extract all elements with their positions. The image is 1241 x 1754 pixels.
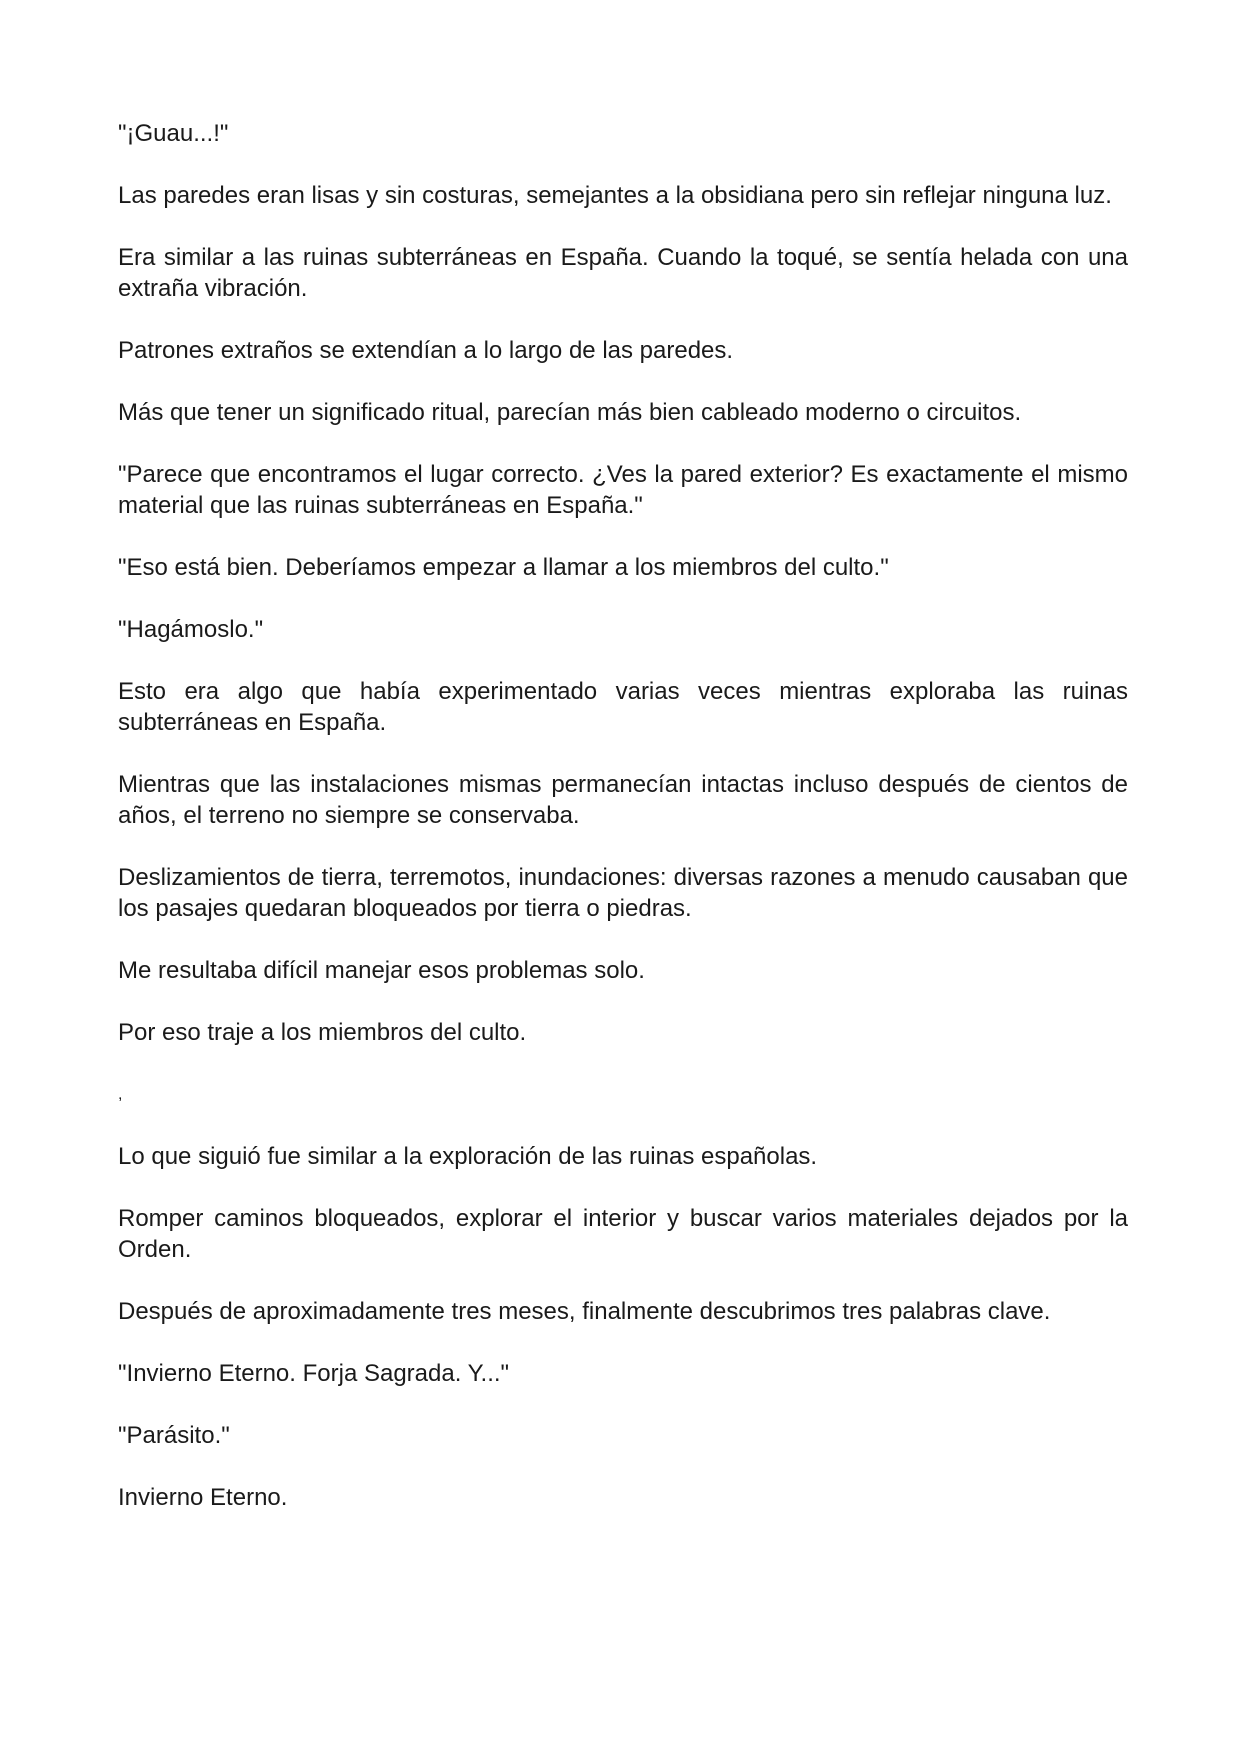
paragraph-1: "¡Guau...!" xyxy=(118,120,229,147)
paragraph-15: Romper caminos bloqueados, explorar el interior y buscar varios materiales dejados por la Orden. xyxy=(118,1205,1128,1263)
paragraph-7: "Eso está bien. Deberíamos empezar a llamar a los miembros del culto." xyxy=(118,554,889,581)
paragraph-4: Patrones extraños se extendían a lo largo de las paredes. xyxy=(118,337,734,364)
paragraph-18: "Parásito." xyxy=(118,1422,230,1449)
paragraph-3: Era similar a las ruinas subterráneas en España. Cuando la toqué, se sentía helada con una extraña vibración. xyxy=(118,244,1128,302)
paragraph-8: "Hagámoslo." xyxy=(118,616,264,643)
paragraph-13: Por eso traje a los miembros del culto. xyxy=(118,1019,527,1046)
paragraph-19: Invierno Eterno. xyxy=(118,1484,288,1511)
document-body xyxy=(118,118,1128,1544)
paragraph-5: Más que tener un significado ritual, parecían más bien cableado moderno o circuitos. xyxy=(118,399,1022,426)
paragraph-9: Esto era algo que había experimentado varias veces mientras exploraba las ruinas subterráneas en España. xyxy=(118,678,1128,736)
paragraph-16: Después de aproximadamente tres meses, finalmente descubrimos tres palabras clave. xyxy=(118,1298,1051,1325)
paragraph-12: Me resultaba difícil manejar esos problemas solo. xyxy=(118,957,645,984)
paragraph-2: Las paredes eran lisas y sin costuras, semejantes a la obsidiana pero sin reflejar ninguna luz. xyxy=(118,182,1112,209)
paragraph-6: "Parece que encontramos el lugar correcto. ¿Ves la pared exterior? Es exactamente el mismo material que las ruinas subterráneas en España." xyxy=(118,461,1128,519)
paragraph-17: "Invierno Eterno. Forja Sagrada. Y..." xyxy=(118,1360,510,1387)
scene-break-mark: , xyxy=(118,1086,123,1103)
paragraph-11: Deslizamientos de tierra, terremotos, inundaciones: diversas razones a menudo causaban que los pasajes quedaran bloqueados por tierra o piedras. xyxy=(118,864,1128,922)
paragraph-10: Mientras que las instalaciones mismas permanecían intactas incluso después de cientos de años, el terreno no siempre se conservaba. xyxy=(118,771,1128,829)
paragraph-14: Lo que siguió fue similar a la exploración de las ruinas españolas. xyxy=(118,1143,818,1170)
